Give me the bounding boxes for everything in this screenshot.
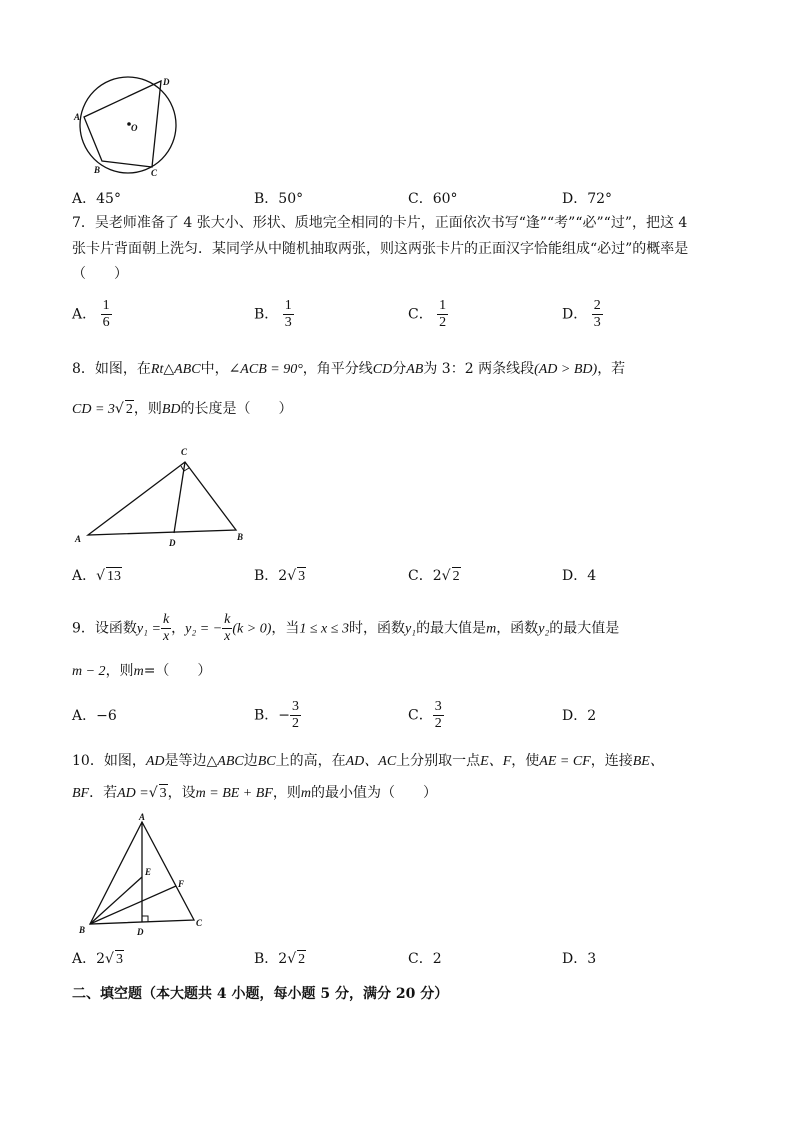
q8-question-line-1: 8．如图，在Rt△ABC中，∠ACB = 90°，角平分线CD分AB为 3：2 两条线段(AD > BD)，若 [72, 361, 626, 377]
q10-option-d: D．3 [562, 951, 597, 967]
q8-question-line-2: CD = 3√ 2，则BD的长度是（ ） [72, 401, 293, 417]
q9-option-a: A．−6 [72, 708, 117, 724]
q10-label-A: A [139, 812, 146, 822]
q10-label-B: B [79, 925, 86, 935]
q9-question-line-2: m − 2，则m=（ ） [72, 663, 212, 679]
q10-question-line-2: BF．若AD =√ 3，设m = BE + BF，则m的最小值为（ ） [72, 785, 437, 801]
q6-option-c: C．60° [408, 191, 458, 207]
q6-circle-figure [70, 72, 182, 180]
q10-label-C: C [196, 918, 203, 928]
q10-label-E: E [145, 867, 152, 877]
q6-option-b: B．50° [254, 191, 304, 207]
q7-option-c: C． $\frac{1}{2}$ [408, 298, 447, 330]
q10-label-D: D [137, 927, 144, 937]
q10-option-a: A．2√ 3 [72, 951, 123, 967]
q7-question-line-2: 张卡片背面朝上洗匀．某同学从中随机抽取两张，则这两张卡片的正面汉字恰能组成“必过”的概率是 [72, 241, 689, 257]
q6-label-A: A [74, 112, 81, 122]
q8-option-d: D．4 [562, 568, 597, 584]
q10-label-F: F [178, 879, 185, 889]
q9-question-line-1: 9．设函数y₁ = $\frac{k}{x}$ ，y₂ = − $\frac{k}{x}$ (k > 0)，当1 ≤ x ≤ 3时，函数y₁的最大值是m，函数y₂的最大值是 [72, 612, 620, 644]
q7-question-line-3: （ ） [72, 266, 128, 282]
q6-option-a: A．45° [72, 191, 121, 207]
q8-triangle-figure [70, 440, 250, 550]
q8-label-C: C [181, 447, 188, 457]
q8-label-B: B [237, 532, 244, 542]
q6-label-D: D [163, 77, 170, 87]
q9-option-d: D．2 [562, 708, 597, 724]
q9-option-b: B．− $\frac{3}{2}$ [254, 699, 300, 731]
q7-option-d: D． $\frac{2}{3}$ [562, 298, 601, 330]
q6-label-O: O [131, 123, 138, 133]
q8-option-c: C．2√ 2 [408, 568, 460, 584]
q10-question-line-1: 10．如图，AD是等边△ABC边BC上的高，在AD、AC上分别取一点E、F，使AE = CF，连接BE、 [72, 753, 664, 769]
q7-option-a: A． $\frac{1}{6}$ [72, 298, 110, 330]
q8-label-D: D [169, 538, 176, 548]
q9-option-c: C． $\frac{3}{2}$ [408, 699, 442, 731]
q8-label-A: A [75, 534, 82, 544]
q10-equilateral-triangle-figure [74, 812, 214, 942]
q8-option-a: A．√ 13 [72, 568, 122, 584]
q6-label-C: C [151, 168, 158, 178]
q10-option-c: C．2 [408, 951, 442, 967]
q8-option-b: B．2√ 3 [254, 568, 306, 584]
q10-option-b: B．2√ 2 [254, 951, 306, 967]
section-2-heading: 二、填空题（本大题共 4 小题，每小题 5 分，满分 20 分） [72, 986, 449, 1002]
q7-option-b: B． $\frac{1}{3}$ [254, 298, 292, 330]
q6-option-d: D．72° [562, 191, 613, 207]
q6-label-B: B [94, 165, 101, 175]
q7-question-line-1: 7．吴老师准备了 4 张大小、形状、质地完全相同的卡片，正面依次书写“逢”“考”“必”“过”，把这 4 [72, 215, 688, 231]
